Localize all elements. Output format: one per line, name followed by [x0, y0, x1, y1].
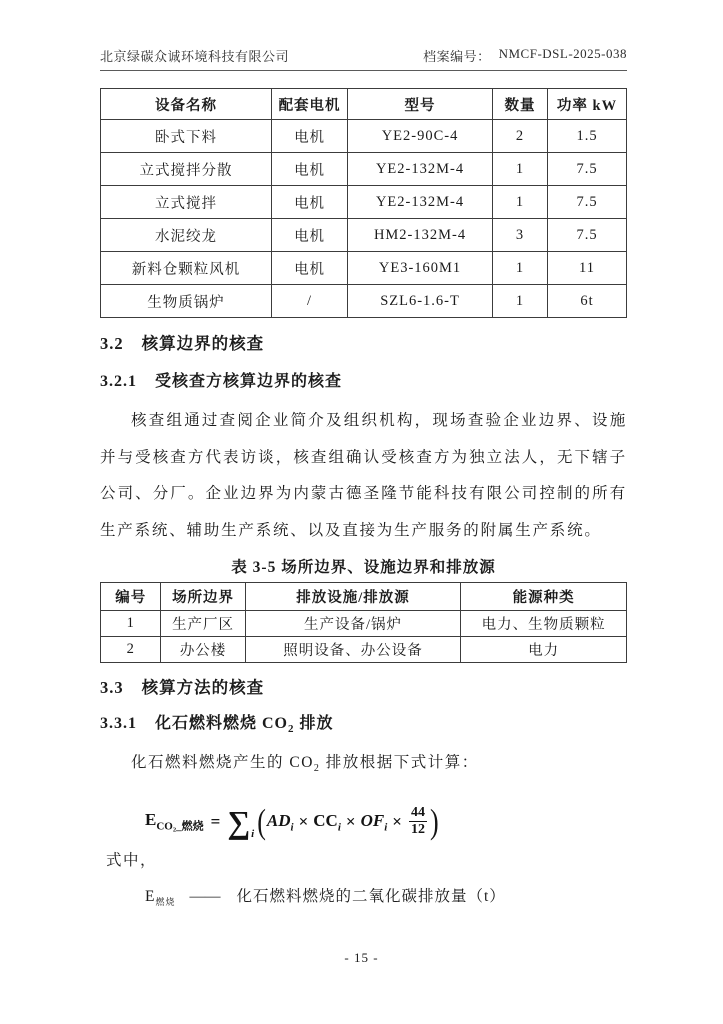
- cell-quantity: 2: [492, 120, 547, 153]
- section-number: 3.2.1: [100, 373, 137, 390]
- table-row: [101, 611, 627, 637]
- cell-power: 7.5: [548, 186, 627, 219]
- table-row: [101, 219, 627, 252]
- section-3-2-heading: [100, 333, 627, 355]
- cell-motor: 电机: [271, 252, 347, 285]
- section-3-2-1-heading: [100, 371, 627, 393]
- cell-quantity: 1: [492, 252, 547, 285]
- summation-index: i: [251, 827, 255, 840]
- cell-model: YE3-160M1: [348, 252, 493, 285]
- col-header-device-name: 设备名称: [101, 89, 272, 120]
- cell-power: 6t: [548, 285, 627, 318]
- cell-model: YE2-90C-4: [348, 120, 493, 153]
- where-clause-label: 式中，: [106, 851, 158, 869]
- term-activity-data: $AD_i$: [266, 810, 294, 833]
- col-header-motor: 配套电机: [271, 89, 347, 120]
- col-header-power: 功率 kW: [548, 89, 627, 120]
- cell-motor: 电机: [271, 186, 347, 219]
- table-row: [101, 153, 627, 186]
- cell-emission-source: 生产设备/锅炉: [245, 611, 461, 637]
- cell-site-boundary: 办公楼: [161, 637, 245, 663]
- definition-symbol: $E_{燃烧}$: [145, 887, 176, 907]
- table-row: [101, 637, 627, 663]
- equals-sign: =: [210, 811, 221, 831]
- cell-model: HM2-132M-4: [348, 219, 493, 252]
- cell-power: 7.5: [548, 153, 627, 186]
- table-row: [101, 186, 627, 219]
- cell-quantity: 1: [492, 186, 547, 219]
- section-title: 受核查方核算边界的核查: [155, 373, 343, 390]
- cell-motor: 电机: [271, 219, 347, 252]
- section-3-3-1-heading: [100, 713, 627, 740]
- cell-model: YE2-132M-4: [348, 153, 493, 186]
- cell-device-name: 立式搅拌分散: [101, 153, 272, 186]
- section-title: 化石燃料燃烧 $CO_2$ 排放: [155, 715, 334, 736]
- co2-combustion-formula: [145, 796, 627, 848]
- col-header-index: 编号: [101, 583, 161, 611]
- boundary-table-header-row: [101, 583, 627, 611]
- summation-icon: ∑: [227, 803, 251, 840]
- table-row: [101, 285, 627, 318]
- doc-number-label: 档案编号：: [423, 49, 491, 64]
- term-oxidation-factor: $OF_i$: [360, 810, 388, 833]
- equipment-table: [100, 88, 627, 318]
- col-header-site-boundary: 场所边界: [161, 583, 245, 611]
- cell-device-name: 新料仓颗粒风机: [101, 252, 272, 285]
- page-header: [100, 46, 627, 71]
- header-company: 北京绿碳众诚环境科技有限公司: [100, 49, 290, 64]
- method-intro-line: 化石燃料燃烧产生的 $CO_2$ 排放根据下式计算：: [131, 754, 479, 775]
- multiply-sign: ×: [345, 811, 356, 831]
- multiply-sign: ×: [298, 811, 309, 831]
- cell-energy-type: 电力: [461, 637, 627, 663]
- cell-quantity: 1: [492, 285, 547, 318]
- cell-index: 2: [101, 637, 161, 663]
- cell-quantity: 3: [492, 219, 547, 252]
- cell-site-boundary: 生产厂区: [161, 611, 245, 637]
- cell-emission-source: 照明设备、办公设备: [245, 637, 461, 663]
- col-header-quantity: 数量: [492, 89, 547, 120]
- table-row: [101, 252, 627, 285]
- cell-power: 11: [548, 252, 627, 285]
- col-header-energy-type: 能源种类: [461, 583, 627, 611]
- cell-model: SZL6-1.6-T: [348, 285, 493, 318]
- section-number: 3.3.1: [100, 715, 137, 732]
- table-3-5-caption: 表 3-5 场所边界、设施边界和排放源: [231, 559, 496, 576]
- close-paren: ): [429, 801, 439, 841]
- table-row: [101, 120, 627, 153]
- section-number: 3.3: [100, 678, 124, 697]
- open-paren: (: [257, 801, 266, 841]
- cell-device-name: 水泥绞龙: [101, 219, 272, 252]
- cell-motor: 电机: [271, 120, 347, 153]
- section-title: 核算边界的核查: [141, 334, 265, 353]
- definition-dash: ——: [189, 887, 221, 905]
- multiply-sign: ×: [392, 811, 402, 831]
- col-header-emission-source: 排放设施/排放源: [245, 583, 461, 611]
- cell-device-name: 卧式下料: [101, 120, 272, 153]
- cell-index: 1: [101, 611, 161, 637]
- cell-energy-type: 电力、生物质颗粒: [461, 611, 627, 637]
- header-doc-number: [423, 46, 627, 65]
- boundary-table: [100, 582, 627, 663]
- section-3-3-heading: [100, 677, 627, 699]
- section-title: 核算方法的核查: [141, 678, 265, 697]
- term-carbon-content: $CC_i$: [313, 810, 341, 833]
- cell-device-name: 立式搅拌: [101, 186, 272, 219]
- cell-motor: 电机: [271, 153, 347, 186]
- col-header-model: 型号: [348, 89, 493, 120]
- cell-power: 1.5: [548, 120, 627, 153]
- definition-text: 化石燃料燃烧的二氧化碳排放量（t）: [236, 887, 506, 905]
- formula-lhs: $E_{CO_2\_燃烧}$: [145, 810, 204, 833]
- equipment-table-header-row: [101, 89, 627, 120]
- section-number: 3.2: [100, 334, 124, 353]
- symbol-definition-line: [145, 886, 627, 913]
- cell-device-name: 生物质锅炉: [101, 285, 272, 318]
- cell-model: YE2-132M-4: [348, 186, 493, 219]
- page-number: - 15 -: [344, 950, 379, 965]
- doc-number-value: NMCF-DSL-2025-038: [498, 46, 627, 61]
- cell-quantity: 1: [492, 153, 547, 186]
- fraction-44-12: $\frac{44}{12}$: [410, 805, 425, 838]
- cell-motor: /: [271, 285, 347, 318]
- cell-power: 7.5: [548, 219, 627, 252]
- boundary-paragraph: 核查组通过查阅企业简介及组织机构，现场查验企业边界、设施并与受核查方代表访谈，核查组确认受核查方为独立法人，无下辖子公司、分厂。企业边界为内蒙古德圣隆节能科技有限公司控制的所有生产系统、辅助生产系统、以及直接为生产服务的附属生产系统。: [100, 412, 627, 539]
